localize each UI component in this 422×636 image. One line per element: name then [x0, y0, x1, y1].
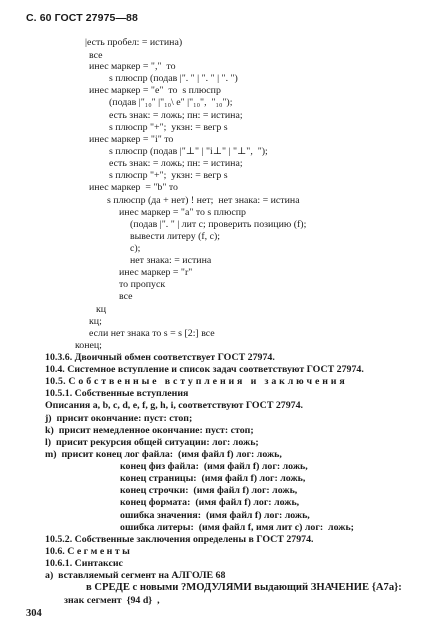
text-line: ошибка литеры: (имя файл f, имя лит с) лог: ложь;	[120, 522, 354, 533]
text-line: инес маркер = "," то	[89, 61, 176, 72]
section-10-6-1-heading: 10.6.1. Синтаксис	[45, 558, 123, 569]
section-10-4: 10.4. Системное вступление и список задач соответствуют ГОСТ 27974.	[45, 364, 364, 375]
text-line: вывести литеру (f, с);	[130, 231, 221, 242]
section-10-5-2: 10.5.2. Собственные заключения определены в ГОСТ 27974.	[45, 534, 314, 545]
text-line: инес маркер = "а" то s плюспр	[119, 207, 246, 218]
text-line: все	[119, 291, 133, 302]
section-10-5-heading: 10.5. С о б с т в е н н ы е в с т у п л е н и я и з а к л ю ч е н и я	[45, 376, 345, 387]
text-line: знак сегмент {94 d} ,	[64, 595, 160, 606]
text-line: в СРЕДЕ с новыми ?МОДУЛЯМИ выдающий ЗНАЧЕНИЕ {A7a}:	[86, 582, 402, 593]
text-line: есть знак: = ложь; пн: = истина;	[109, 158, 243, 169]
text-line: инес маркер = "b" то	[89, 182, 178, 193]
page-header: С. 60 ГОСТ 27975—88	[26, 12, 138, 24]
text-line: конец физ файла: (имя файл f) лог: ложь,	[120, 461, 308, 472]
text-line: инес маркер = "е" то s плюспр	[89, 85, 221, 96]
page-number: 304	[26, 608, 42, 619]
text-line: s плюспр (да + нет) ! нет; нет знака: = истина	[107, 195, 300, 206]
list-item-k: k) присит немедленное окончание: пуст: стоп;	[45, 425, 254, 436]
text-line: конец строчки: (имя файл f) лог: ложь,	[120, 485, 298, 496]
section-10-3-6: 10.3.6. Двоичный обмен соответствует ГОСТ 27974.	[45, 352, 275, 363]
text-line: кц	[96, 304, 107, 315]
text-line: |есть пробел: = истина)	[85, 37, 183, 48]
text-line: инес маркер = "r"	[119, 267, 193, 278]
text-line: s плюспр "+"; укзн: = вегр s	[109, 122, 228, 133]
text-line: с);	[130, 243, 141, 254]
list-item-m: m) присит конец лог файла: (имя файл f) лог: ложь,	[45, 449, 282, 460]
text-line: конец;	[75, 340, 102, 351]
text-line: конец формата: (имя файл f) лог: ложь,	[120, 497, 300, 508]
text-line: то пропуск	[119, 279, 166, 290]
text-line: (подав |"₁₀" |"₁₀\ е" |"₁₀", "₁₀");	[109, 97, 233, 108]
text-line: если нет знака то s = s [2:] все	[89, 328, 215, 339]
list-item-a: а) вставляемый сегмент на АЛГОЛЕ 68	[45, 570, 226, 581]
section-10-5-1-heading: 10.5.1. Собственные вступления	[45, 388, 189, 399]
text-line: (подав |". " | лит с; проверить позицию (f);	[130, 219, 307, 230]
list-item-l: l) присит рекурсия общей ситуации: лог: ложь;	[45, 437, 259, 448]
text-line: s плюспр (подав |". " | ". " | ". ")	[109, 73, 238, 84]
section-10-6-heading: 10.6. С е г м е н т ы	[45, 546, 130, 557]
text-line: конец страницы: (имя файл f) лог: ложь,	[120, 473, 306, 484]
text-line: s плюспр "+"; укзн: = вегр s	[109, 170, 228, 181]
list-item-j: j) присит окончание: пуст: стоп;	[45, 413, 193, 424]
text-line: Описания a, b, c, d, e, f, g, h, i, соответствуют ГОСТ 27974.	[45, 400, 304, 411]
text-line: нет знака: = истина	[130, 255, 212, 266]
text-line: ошибка значения: (имя файл f) лог: ложь,	[120, 510, 310, 521]
text-line: есть знак: = ложь; пн: = истина;	[109, 110, 243, 121]
text-line: инес маркер = "i" то	[89, 134, 174, 145]
text-line: s плюспр (подав |"⊥" | "i⊥" | "⊥", ");	[109, 146, 268, 157]
text-line: все	[89, 50, 103, 61]
text-line: кц;	[89, 316, 102, 327]
